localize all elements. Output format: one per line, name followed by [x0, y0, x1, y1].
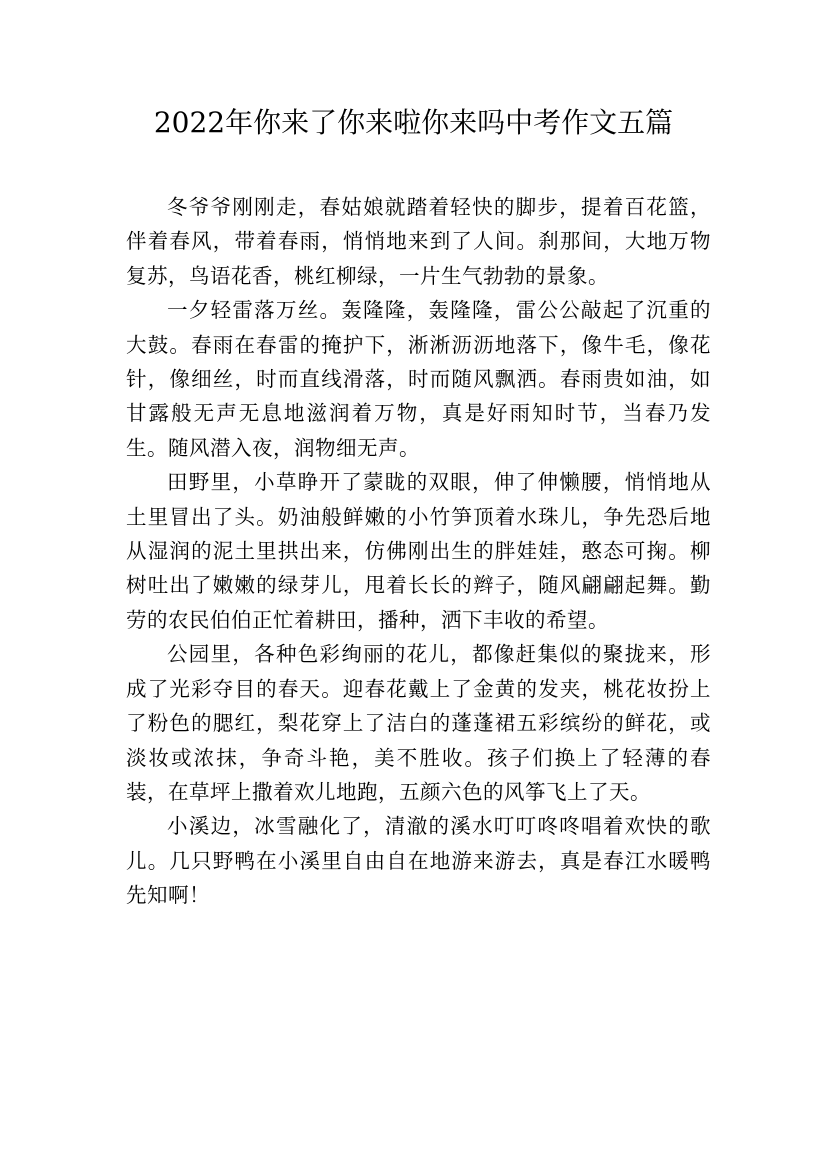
paragraph-3: 田野里，小草睁开了蒙眬的双眼，伸了伸懒腰，悄悄地从土里冒出了头。奶油般鲜嫩的小竹笋顶着水珠儿，争先恐后地从湿润的泥土里拱出来，仿佛刚出生的胖娃娃，憨态可掬。柳树吐出了嫩嫩的绿芽儿，甩着长长的辫子，随风翩翩起舞。勤劳的农民伯伯正忙着耕田，播种，洒下丰收的希望。 [126, 470, 711, 632]
paragraph-2: 一夕轻雷落万丝。轰隆隆，轰隆隆，雷公公敲起了沉重的大鼓。春雨在春雷的掩护下，淅淅沥沥地落下，像牛毛，像花针，像细丝，时而直线滑落，时而随风飘洒。春雨贵如油，如甘露般无声无息地滋润着万物，真是好雨知时节，当春乃发生。随风潜入夜，润物细无声。 [126, 298, 711, 460]
paragraph-1: 冬爷爷刚刚走，春姑娘就踏着轻快的脚步，提着百花篮，伴着春风，带着春雨，悄悄地来到了人间。刹那间，大地万物复苏，鸟语花香，桃红柳绿，一片生气勃勃的景象。 [126, 195, 711, 288]
paragraph-4: 公园里，各种色彩绚丽的花儿，都像赶集似的聚拢来，形成了光彩夺目的春天。迎春花戴上了金黄的发夹，桃花妆扮上了粉色的腮红，梨花穿上了洁白的蓬蓬裙五彩缤纷的鲜花，或淡妆或浓抹，争奇斗艳，美不胜收。孩子们换上了轻薄的春装，在草坪上撒着欢儿地跑，五颜六色的风筝飞上了天。 [126, 642, 711, 804]
document-body [126, 190, 711, 913]
paragraph-5: 小溪边，冰雪融化了，清澈的溪水叮叮咚咚唱着欢快的歌儿。几只野鸭在小溪里自由自在地游来游去，真是春江水暖鸭先知啊！ [126, 814, 711, 908]
document-title: 2022年你来了你来啦你来吗中考作文五篇 [153, 106, 674, 139]
